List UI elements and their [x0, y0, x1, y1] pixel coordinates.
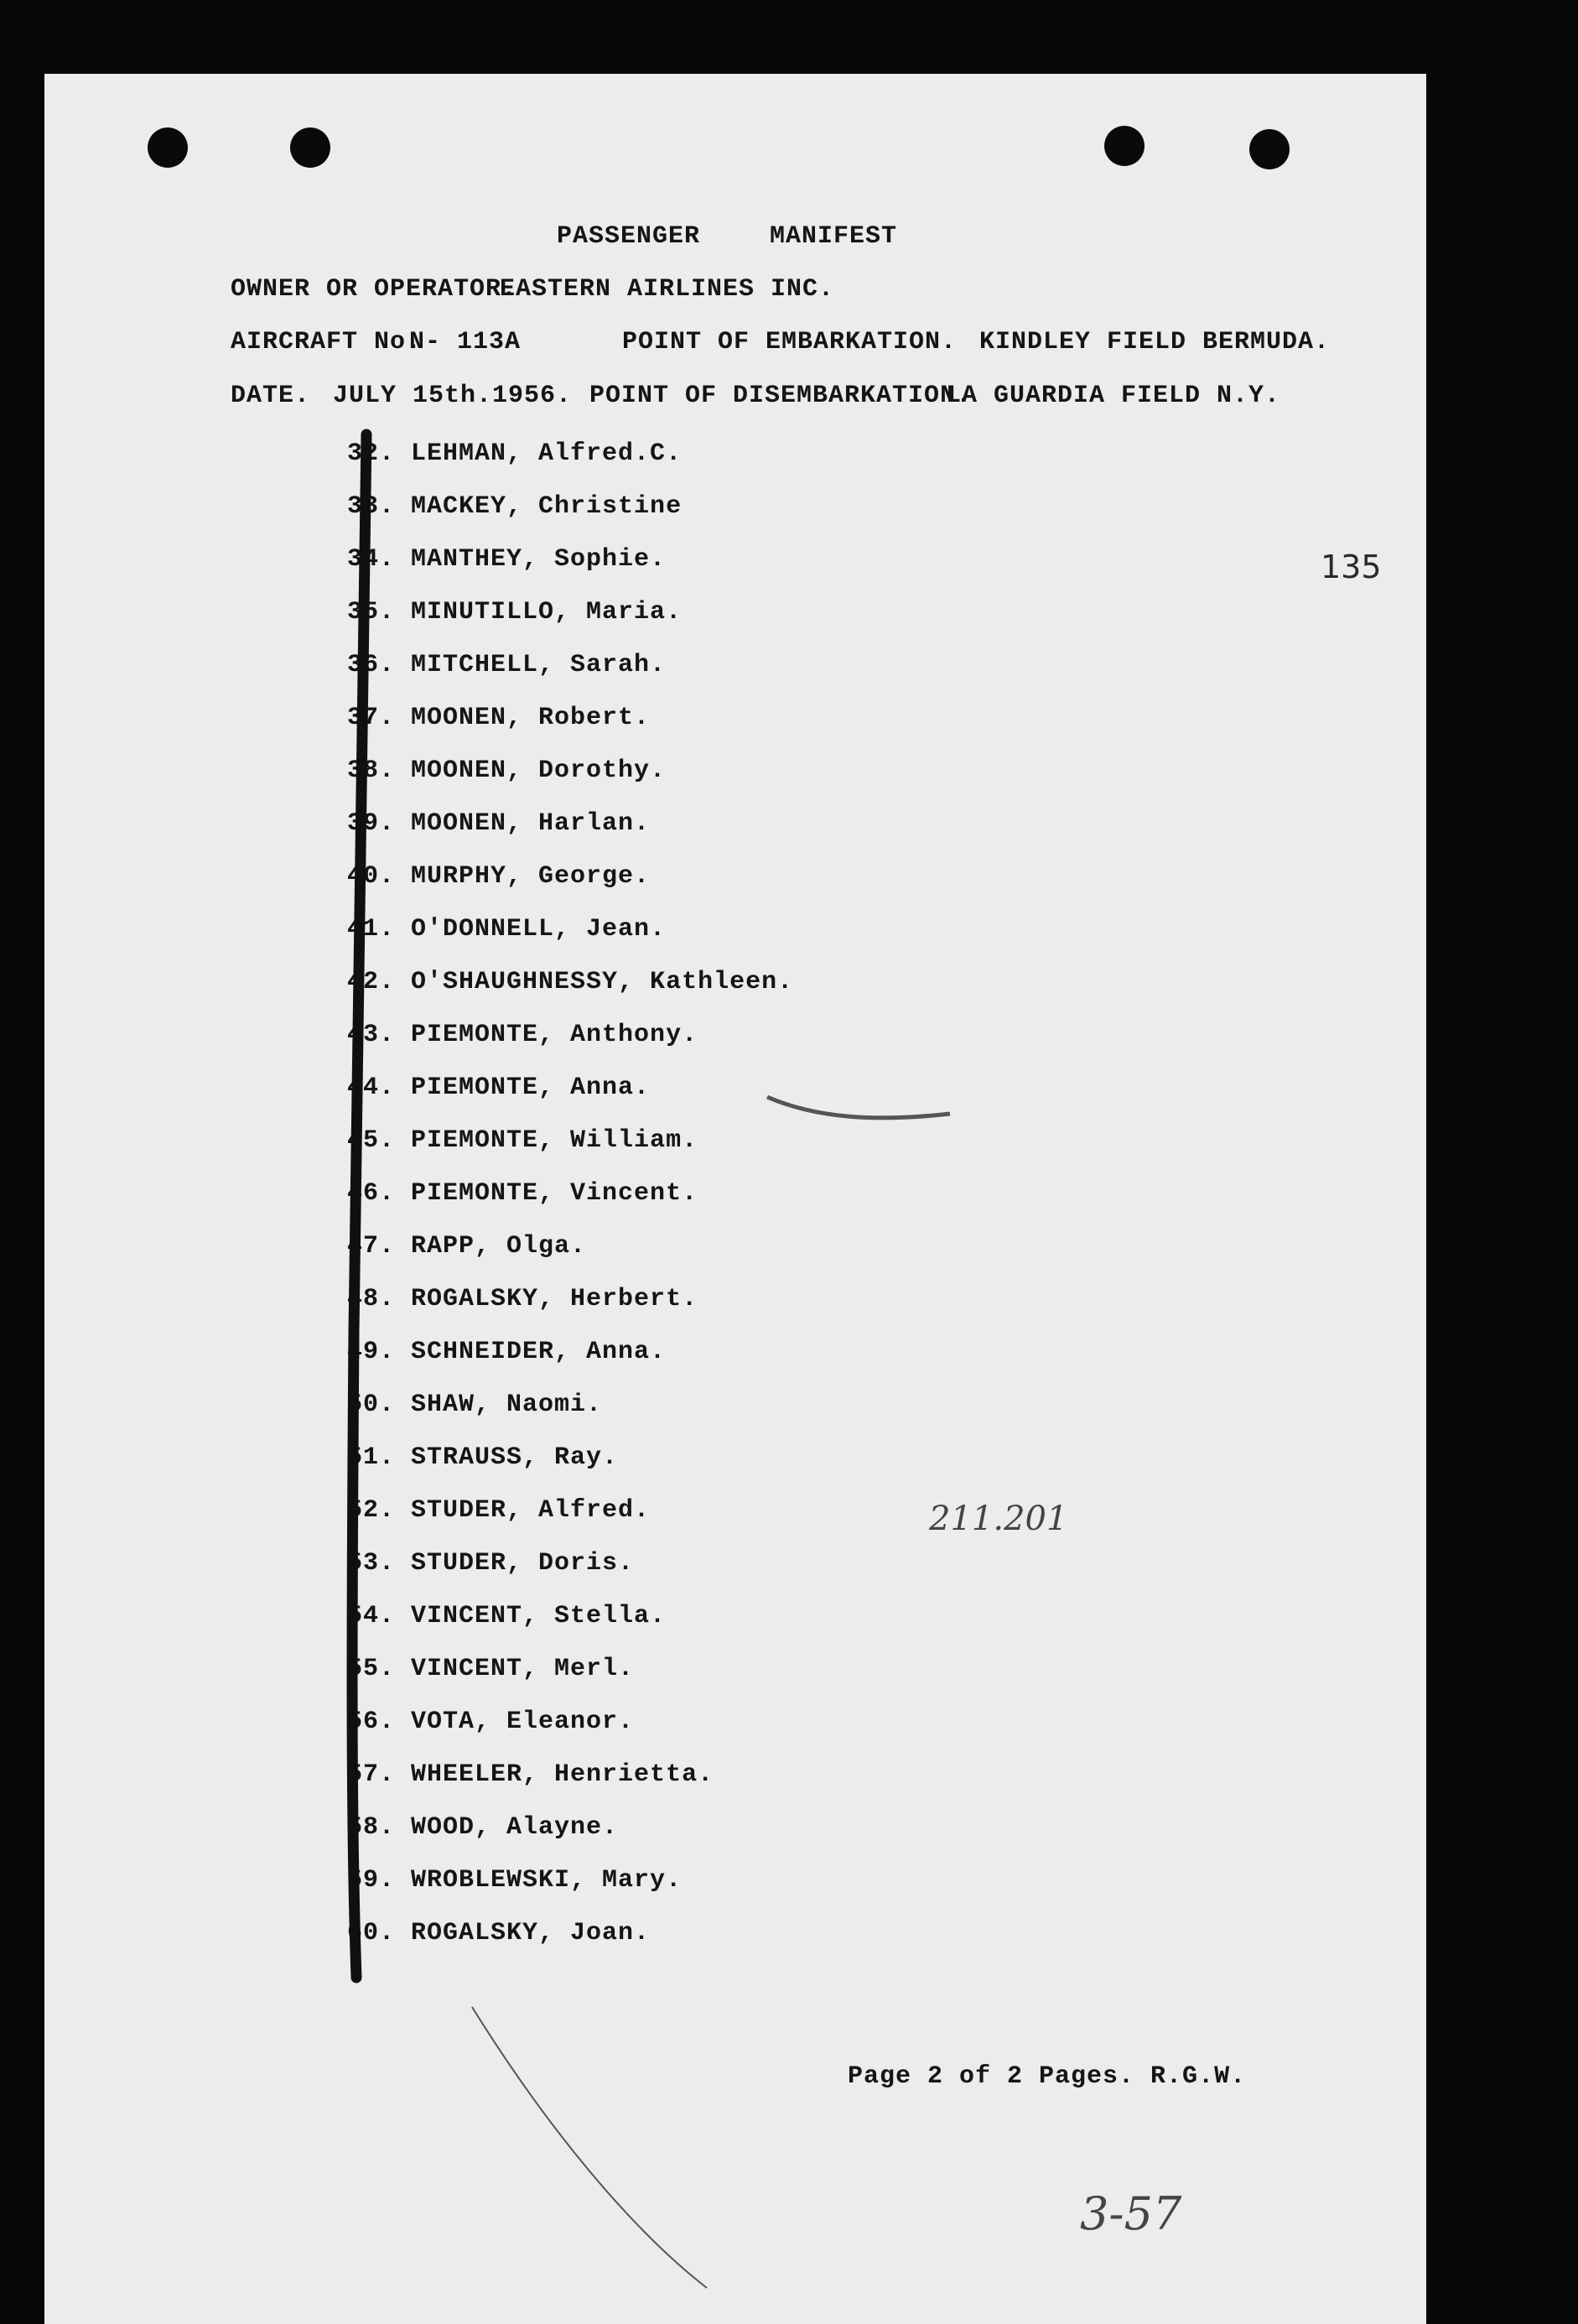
passenger-name: ROGALSKY, Joan. — [411, 1919, 651, 1947]
passenger-name: LEHMAN, Alfred.C. — [411, 439, 683, 468]
passenger-name: VINCENT, Stella. — [411, 1602, 667, 1630]
passenger-number: 40. — [346, 862, 395, 891]
passenger-number: 35. — [346, 598, 395, 626]
passenger-name: VOTA, Eleanor. — [411, 1708, 635, 1736]
passenger-number: 39. — [346, 809, 395, 838]
passenger-name: PIEMONTE, Anna. — [411, 1074, 651, 1102]
stray-pen-stroke-icon — [767, 1097, 950, 1118]
passenger-number: 60. — [346, 1919, 395, 1947]
passenger-number: 46. — [346, 1179, 395, 1208]
passenger-name: WOOD, Alayne. — [411, 1813, 619, 1842]
disembark-value: LA GUARDIA FIELD N.Y. — [946, 382, 1281, 410]
passenger-number: 48. — [346, 1285, 395, 1313]
passenger-number: 50. — [346, 1391, 395, 1419]
passenger-name: PIEMONTE, William. — [411, 1126, 698, 1155]
passenger-number: 51. — [346, 1443, 395, 1472]
passenger-number: 32. — [346, 439, 395, 468]
passenger-name: PIEMONTE, Anthony. — [411, 1021, 698, 1049]
passenger-name: RAPP, Olga. — [411, 1232, 587, 1261]
passenger-name: O'SHAUGHNESSY, Kathleen. — [411, 968, 794, 996]
owner-value: EASTERN AIRLINES INC. — [500, 275, 835, 304]
passenger-number: 47. — [346, 1232, 395, 1261]
handwritten-bottom-mark: 3-57 — [1080, 2187, 1182, 2240]
passenger-name: STRAUSS, Ray. — [411, 1443, 619, 1472]
page-stamp-number: 135 — [1321, 549, 1382, 585]
passenger-name: MOONEN, Harlan. — [411, 809, 651, 838]
passenger-name: SHAW, Naomi. — [411, 1391, 603, 1419]
passenger-name: MURPHY, George. — [411, 862, 651, 891]
passenger-number: 45. — [346, 1126, 395, 1155]
passenger-name: O'DONNELL, Jean. — [411, 915, 667, 944]
passenger-number: 43. — [346, 1021, 395, 1049]
handwritten-note: 211.201 — [929, 1500, 1068, 1538]
passenger-name: VINCENT, Merl. — [411, 1655, 635, 1683]
date-value: JULY 15th.1956. — [333, 382, 573, 410]
passenger-name: WHEELER, Henrietta. — [411, 1760, 714, 1789]
disembark-label: POINT OF DISEMBARKATION. — [589, 382, 973, 410]
passenger-number: 38. — [346, 756, 395, 785]
passenger-name: WROBLEWSKI, Mary. — [411, 1866, 683, 1895]
passenger-name: MOONEN, Dorothy. — [411, 756, 667, 785]
passenger-number: 58. — [346, 1813, 395, 1842]
passenger-name: MINUTILLO, Maria. — [411, 598, 683, 626]
stray-pen-stroke-icon — [472, 2007, 707, 2288]
aircraft-label: AIRCRAFT No. — [231, 328, 423, 356]
checkmark-line-icon — [352, 434, 366, 1978]
passenger-number: 33. — [346, 492, 395, 521]
passenger-number: 55. — [346, 1655, 395, 1683]
passenger-number: 37. — [346, 704, 395, 732]
pen-marks — [44, 74, 1426, 2324]
passenger-number: 36. — [346, 651, 395, 679]
passenger-number: 34. — [346, 545, 395, 574]
passenger-name: MANTHEY, Sophie. — [411, 545, 667, 574]
passenger-number: 52. — [346, 1496, 395, 1525]
passenger-number: 41. — [346, 915, 395, 944]
passenger-number: 54. — [346, 1602, 395, 1630]
date-label: DATE. — [231, 382, 311, 410]
passenger-name: PIEMONTE, Vincent. — [411, 1179, 698, 1208]
page-footer: Page 2 of 2 Pages. R.G.W. — [848, 2062, 1247, 2091]
passenger-name: MITCHELL, Sarah. — [411, 651, 667, 679]
passenger-name: SCHNEIDER, Anna. — [411, 1338, 667, 1366]
owner-label: OWNER OR OPERATOR. — [231, 275, 518, 304]
passenger-number: 57. — [346, 1760, 395, 1789]
passenger-number: 42. — [346, 968, 395, 996]
embark-value: KINDLEY FIELD BERMUDA. — [979, 328, 1331, 356]
passenger-number: 44. — [346, 1074, 395, 1102]
passenger-name: MOONEN, Robert. — [411, 704, 651, 732]
passenger-name: MACKEY, Christine — [411, 492, 683, 521]
passenger-number: 59. — [346, 1866, 395, 1895]
title-passenger: PASSENGER — [557, 222, 701, 251]
passenger-number: 53. — [346, 1549, 395, 1578]
passenger-name: STUDER, Alfred. — [411, 1496, 651, 1525]
document-page — [44, 74, 1426, 2324]
passenger-name: ROGALSKY, Herbert. — [411, 1285, 698, 1313]
aircraft-value: N- 113A — [409, 328, 522, 356]
passenger-name: STUDER, Doris. — [411, 1549, 635, 1578]
passenger-number: 49. — [346, 1338, 395, 1366]
title-manifest: MANIFEST — [770, 222, 898, 251]
embark-label: POINT OF EMBARKATION. — [622, 328, 958, 356]
passenger-number: 56. — [346, 1708, 395, 1736]
